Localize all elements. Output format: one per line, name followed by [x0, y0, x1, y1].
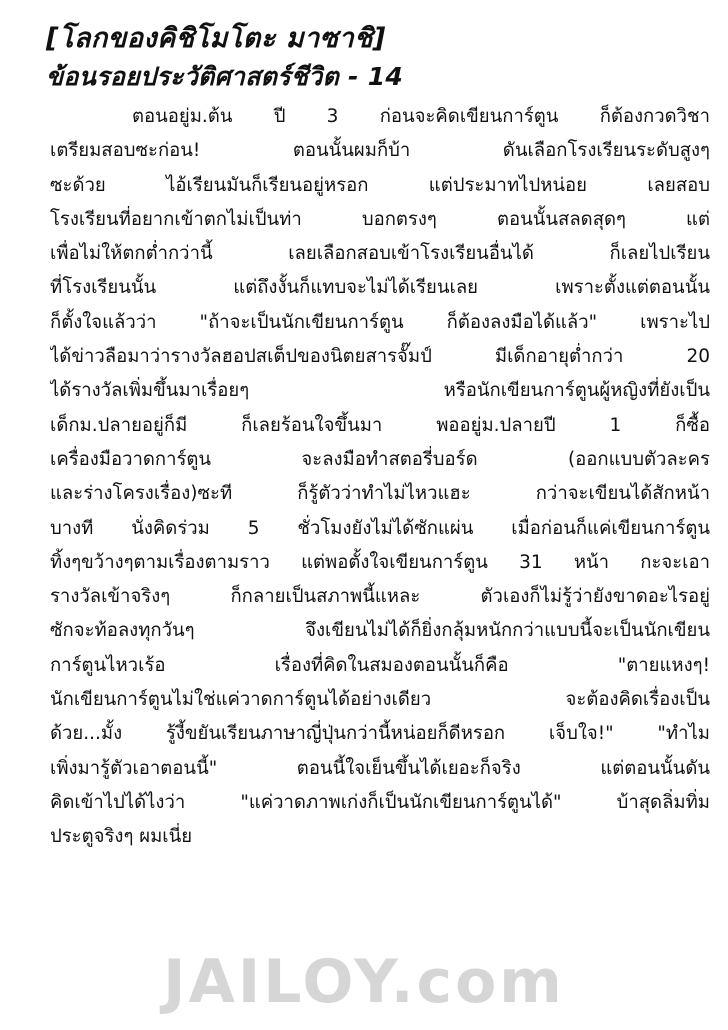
text-line: คิดเข้าไปได้ไงว่า "แค่วาดภาพเก่งก็เป็นนักเขียนการ์ตูนได้" บ้าสุดลิ่มทิ่ม: [50, 791, 710, 813]
text-line: นักเขียนการ์ตูนไม่ใช่แค่วาดการ์ตูนได้อย่างเดียว จะต้องคิดเรื่องเป็น: [50, 689, 710, 711]
text-line: ด้วย...มั้ง รู้งี้ขยันเรียนภาษาญี่ปุ่นกว่านี้หน่อยก็ดีหรอก เจ็บใจ!" "ทำไม: [50, 723, 710, 745]
text-line: เตรียมสอบซะก่อน! ตอนนั้นผมก็บ้า ดันเลือกโรงเรียนระดับสูงๆ: [50, 140, 710, 162]
text-line: เพิ่งมารู้ตัวเอาตอนนี้" ตอนนี้ใจเย็นขึ้นได้เยอะก็จริง แต่ตอนนั้นดัน: [50, 757, 710, 779]
page-header: [46, 20, 686, 96]
watermark: JAILOY.com: [163, 947, 565, 1017]
text-line: ได้ข่าวลือมาว่ารางวัลฮอปสเต็ปของนิตยสารจั๊มป์ มีเด็กอายุต่ำกว่า 20: [50, 346, 710, 368]
text-line: เพื่อไม่ให้ตกต่ำกว่านี้ เลยเลือกสอบเข้าโรงเรียนอื่นได้ ก็เลยไปเรียน: [50, 243, 710, 265]
body-paragraph: [50, 100, 710, 855]
text-line: โรงเรียนที่อยากเข้าตกไม่เป็นท่า บอกตรงๆ ตอนนั้นสลดสุดๆ แต่: [50, 208, 710, 230]
text-line: ตอนอยู่ม.ต้น ปี 3 ก่อนจะคิดเขียนการ์ตูน ก็ต้องกวดวิชา: [132, 106, 710, 127]
text-line: เด็กม.ปลายอยู่ก็มี ก็เลยร้อนใจขึ้นมา พออยู่ม.ปลายปี 1 ก็ซื้อ: [50, 414, 710, 436]
chapter-title: ข้อนรอยประวัติศาสตร์ชีวิต - 14: [46, 62, 404, 91]
text-line: ก็ตั้งใจแล้วว่า "ถ้าจะเป็นนักเขียนการ์ตูน ก็ต้องลงมือได้แล้ว" เพราะไป: [50, 311, 710, 333]
text-line: ประตูจริงๆ ผมเนี่ย: [50, 826, 193, 848]
text-line: ที่โรงเรียนนั้น แต่ถึงงั้นก็แทบจะไม่ได้เรียนเลย เพราะตั้งแต่ตอนนั้น: [50, 277, 710, 299]
text-line: ได้รางวัลเพิ่มขึ้นมาเรื่อยๆ หรือนักเขียนการ์ตูนผู้หญิงที่ยังเป็น: [50, 380, 710, 402]
text-line: ทิ้งๆขว้างๆตามเรื่องตามราว แต่พอตั้งใจเขียนการ์ตูน 31 หน้า กะจะเอา: [50, 551, 710, 573]
text-line: และร่างโครงเรื่อง)ซะที ก็รู้ตัวว่าทำไม่ไหวแฮะ กว่าจะเขียนได้สักหน้า: [50, 483, 710, 505]
text-line: เครื่องมือวาดการ์ตูน จะลงมือทำสตอรี่บอร์ด (ออกแบบตัวละคร: [50, 448, 710, 470]
text-line: รางวัลเข้าจริงๆ ก็กลายเป็นสภาพนี้แหละ ตัวเองก็ไม่รู้ว่ายังขาดอะไรอยู่: [50, 586, 710, 608]
text-line: ซักจะท้อลงทุกวันๆ จึงเขียนไม่ได้ก็ยิ่งกลุ้มหนักกว่าแบบนี้จะเป็นนักเขียน: [50, 620, 710, 642]
text-line: การ์ตูนไหวเร้อ เรื่องที่คิดในสมองตอนนั้นก็คือ "ตายแหงๆ!: [50, 654, 710, 676]
text-line: ซะด้วย ไอ้เรียนมันก็เรียนอยู่หรอก แต่ประมาทไปหน่อย เลยสอบ: [50, 174, 710, 196]
series-title: [โลกของคิชิโมโตะ มาซาชิ]: [46, 23, 386, 54]
text-line: บางที นั่งคิดร่วม 5 ชั่วโมงยังไม่ได้ซักแผ่น เมื่อก่อนก็แค่เขียนการ์ตูน: [50, 517, 710, 539]
